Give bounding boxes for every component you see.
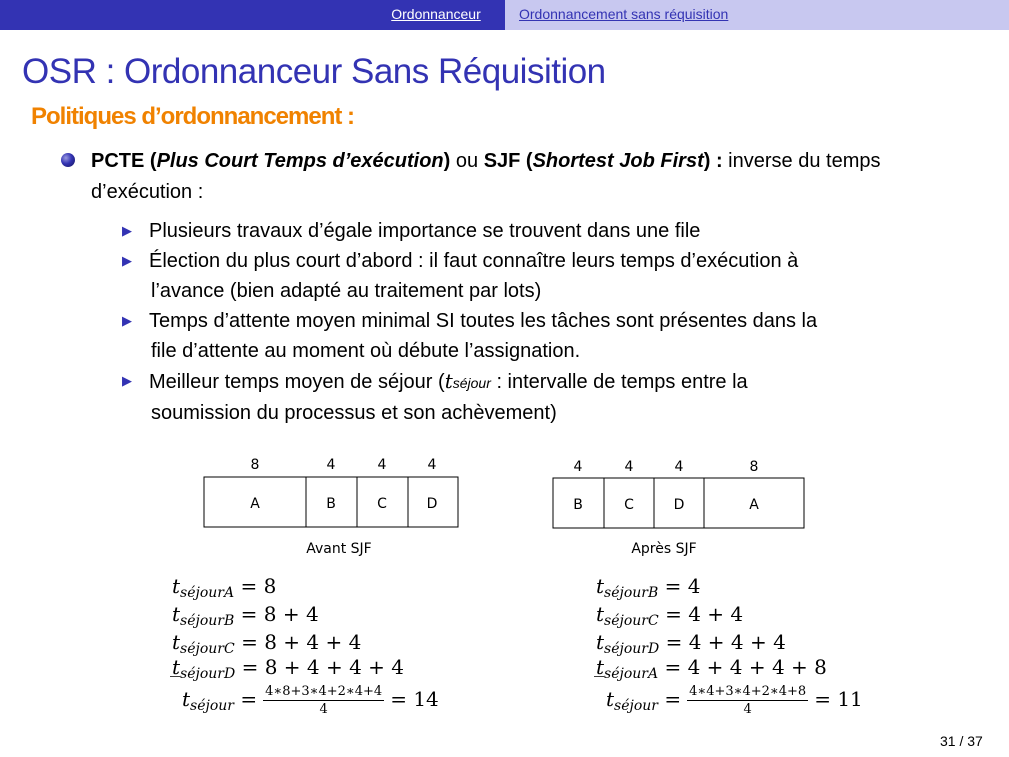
formula-after-c: $t_{séjourC} = 4 + 4$ [596,602,744,629]
page-number: 31 / 37 [940,733,983,749]
subitem-4-text: Meilleur temps moyen de séjour (tséjour : intervalle de temps entre la [149,369,748,393]
duration-label: 4 [377,457,387,473]
job-label: A [250,496,260,512]
job-label: B [573,497,583,513]
ou-text: ou [450,150,484,172]
job-label: C [624,497,634,513]
subitem-3-text: Temps d’attente moyen minimal SI toutes les tâches sont présentes dans la [149,310,818,332]
mean-formula-after: ‾ $t_{séjour}$ = $\frac{4∗4+3∗4+2∗4+8}{4}$ = 11 [594,672,863,717]
nav-link-ordonnanceur[interactable]: Ordonnanceur [391,6,481,22]
colon: ) : [703,150,723,172]
subitem-3 [122,306,962,366]
gantt-before [204,457,458,557]
subitem-2-text: Élection du plus court d’abord : il faut connaître leurs temps d’exécution à [149,250,799,272]
subitem-4-cont: soumission du processus et son achèvement) [151,402,557,424]
fraction: $\frac{4∗4+3∗4+2∗4+8}{4}$ [689,684,807,717]
paren-close: ) [443,150,451,172]
duration-label: 8 [250,457,260,473]
pcte-label: PCTE ( [91,150,157,172]
subitem-1 [122,216,962,246]
subitem-4 [122,366,962,428]
triangle-bullet-icon: ▶ [122,373,132,388]
formula-before-a: $t_{séjourA} = 8$ [172,574,277,601]
subitem-1-text: Plusieurs travaux d’égale importance se trouvent dans une file [149,220,701,242]
top-nav-bar [0,0,1009,30]
triangle-bullet-icon: ▶ [122,313,132,328]
fraction: $\frac{4∗8+3∗4+2∗4+4}{4}$ [265,684,383,717]
job-label: D [673,497,685,513]
main-bullet [91,146,971,208]
subitem-3-cont: file d’attente au moment où débute l’assignation. [151,340,581,362]
subitem-2-cont: l’avance (bien adapté au traitement par lots) [151,280,542,302]
gantt-caption: Après SJF [631,541,697,557]
ball-bullet-icon [61,153,75,167]
job-label: D [426,496,438,512]
bullet-rest: inverse du temps d’exécution : [91,150,881,203]
triangle-bullet-icon: ▶ [122,253,132,268]
job-label: C [377,496,387,512]
formula-after-b: $t_{séjourB} = 4$ [596,574,701,601]
slide-subtitle: Politiques d’ordonnancement : [31,103,355,130]
mean-formula-before: ‾ $t_{séjour}$ = $\frac{4∗8+3∗4+2∗4+4}{4}$ = 14 [170,672,439,717]
formula-before-d: $t_{séjourD} = 8 + 4 + 4 + 4$ [172,655,405,682]
formula-before-b: $t_{séjourB} = 8 + 4$ [172,602,319,629]
triangle-bullet-icon: ▶ [122,223,132,238]
overbar-mark: ‾ [170,672,180,696]
duration-label: 4 [674,459,684,475]
gantt-diagrams [0,440,1009,565]
formula-after-d: $t_{séjourD} = 4 + 4 + 4$ [596,630,786,657]
pcte-full: Plus Court Temps d’exécution [156,150,444,172]
formula-before-c: $t_{séjourC} = 8 + 4 + 4$ [172,630,362,657]
formula-after-a: $t_{séjourA} = 4 + 4 + 4 + 8$ [596,655,827,682]
nav-link-ordonnancement-sans-requisition[interactable]: Ordonnancement sans réquisition [505,0,1009,30]
duration-label: 8 [749,459,759,475]
gantt-after [553,459,804,557]
sjf-label: SJF ( [483,150,533,172]
duration-label: 4 [427,457,437,473]
sjf-full: Shortest Job First [532,150,704,172]
job-label: A [749,497,759,513]
slide-title: OSR : Ordonnanceur Sans Réquisition [22,52,606,91]
duration-label: 4 [326,457,336,473]
overbar-mark: ‾ [594,672,604,696]
subitem-2 [122,246,962,306]
gantt-caption: Avant SJF [306,541,372,557]
duration-label: 4 [624,459,634,475]
job-label: B [326,496,336,512]
duration-label: 4 [573,459,583,475]
